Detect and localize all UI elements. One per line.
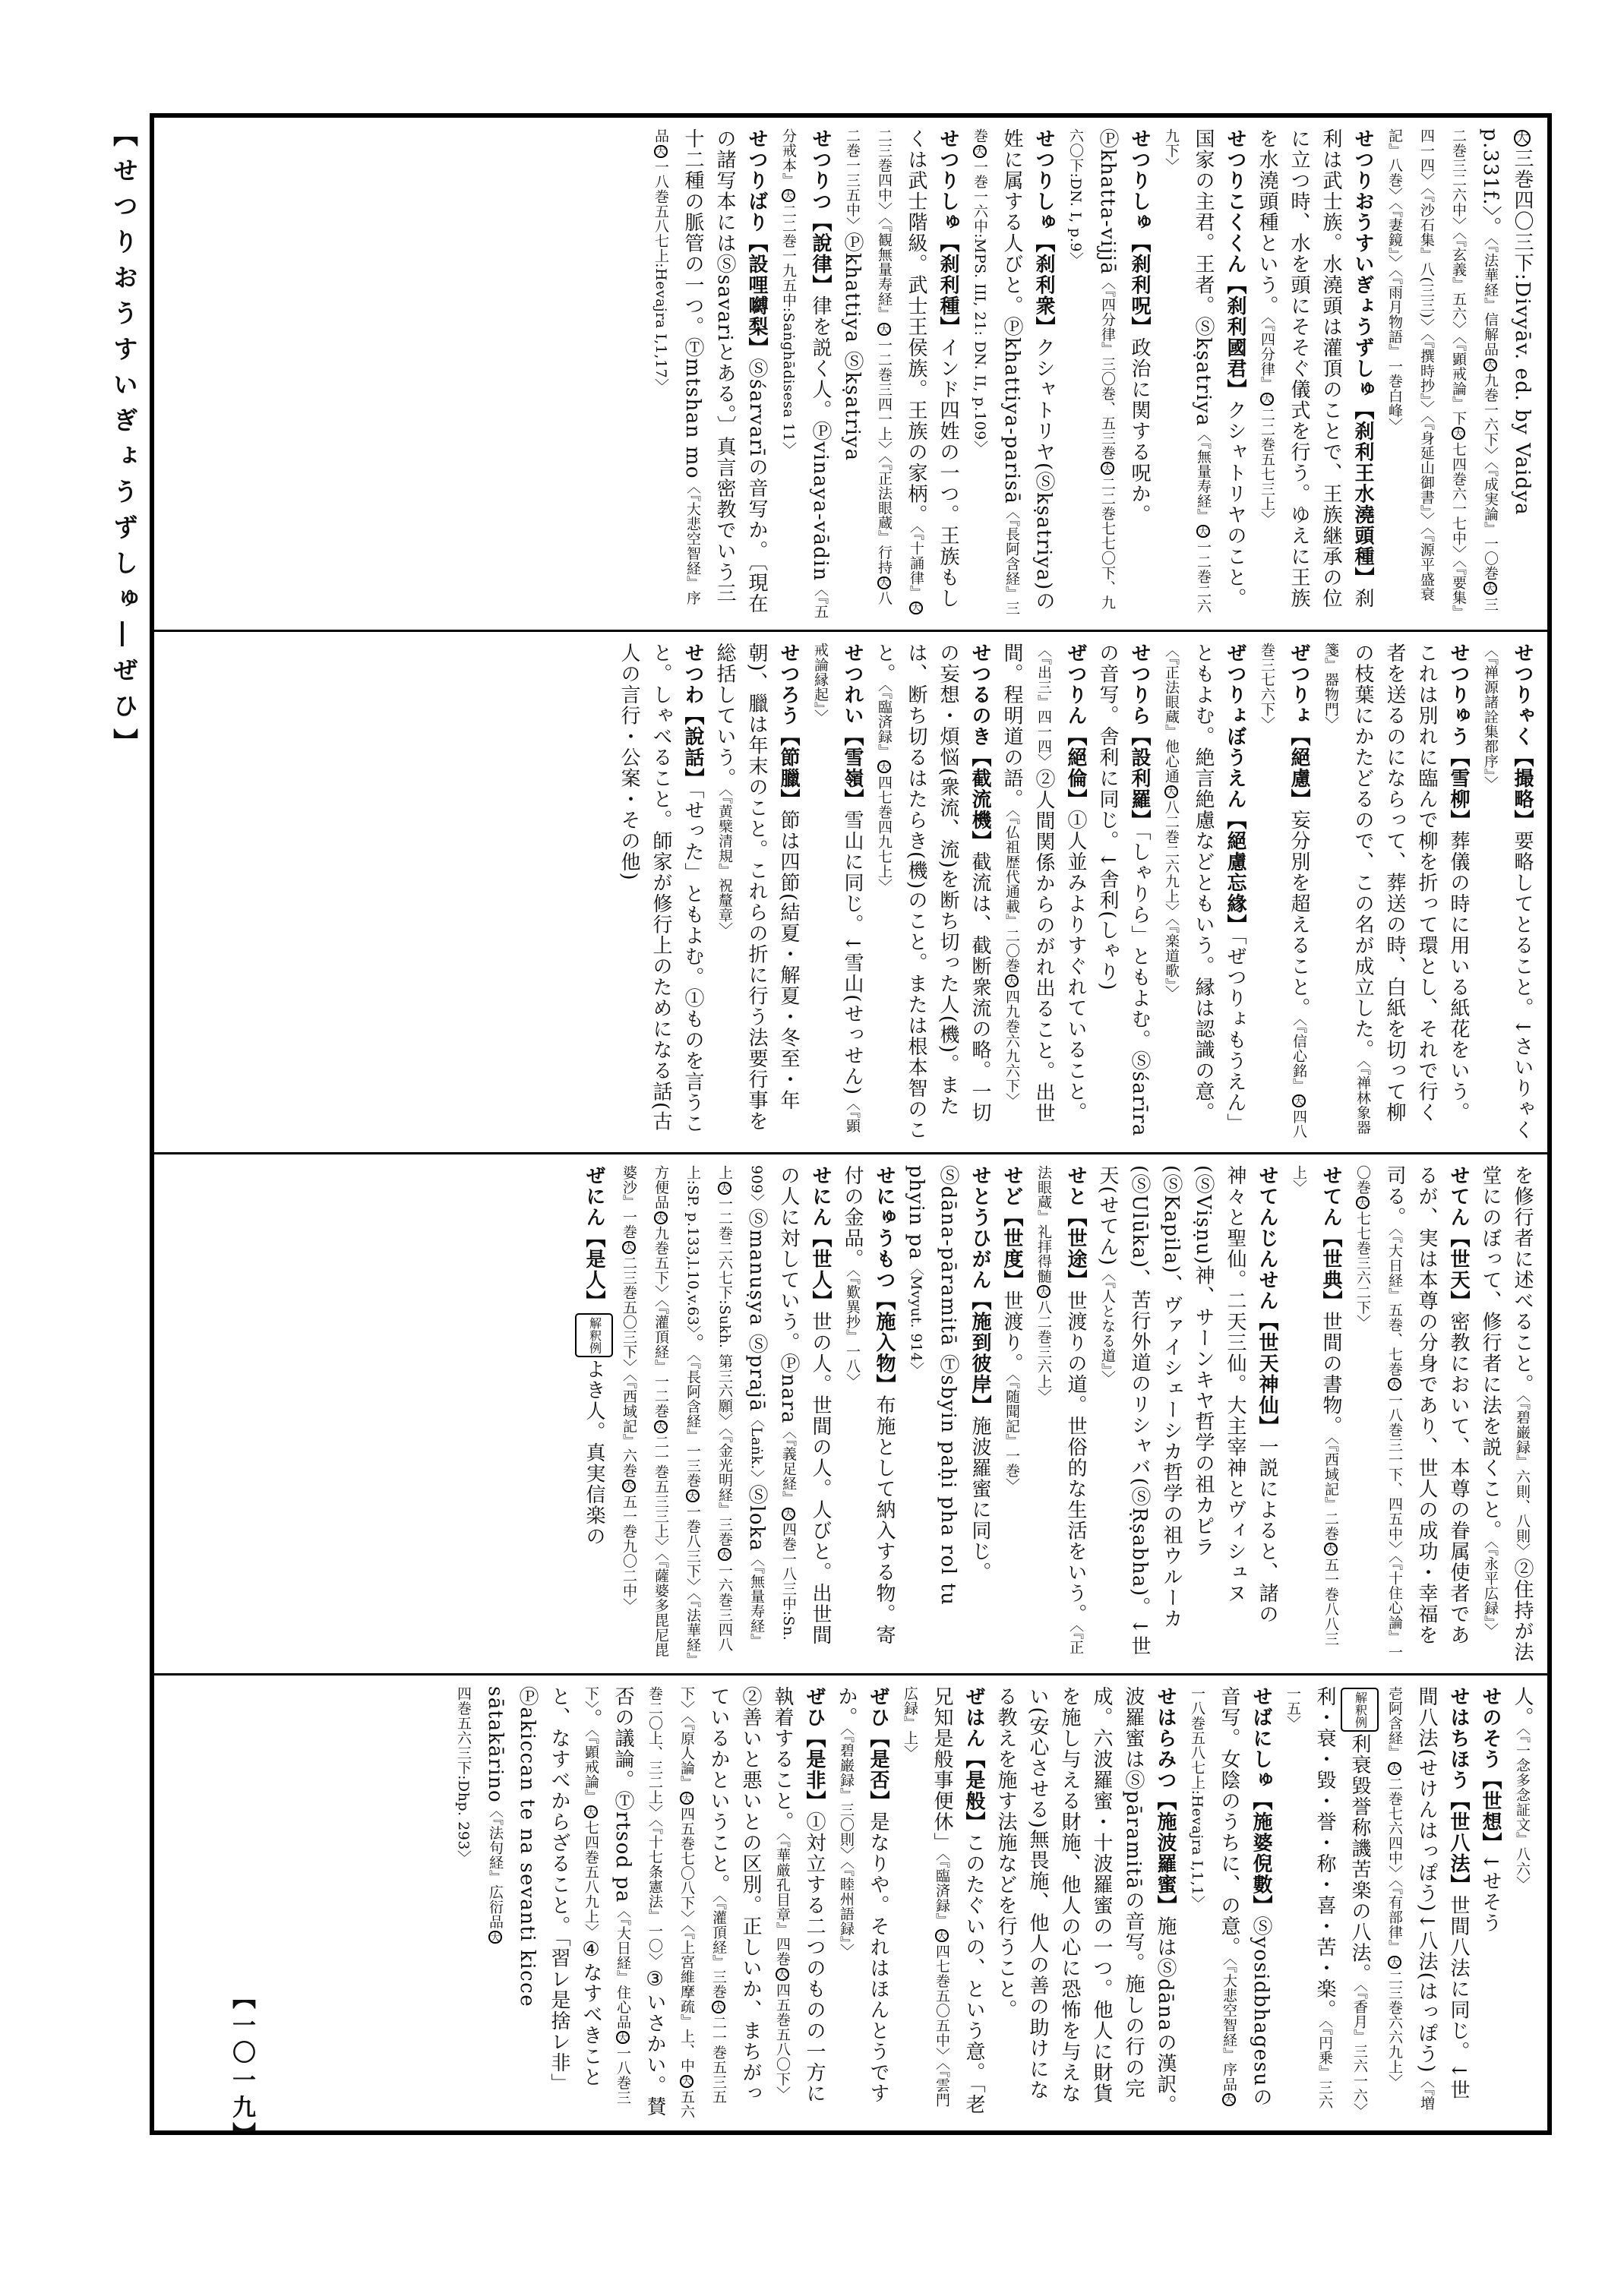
taisho-canon-mark: 大 <box>1164 785 1177 798</box>
taisho-canon-mark: 大 <box>782 189 795 202</box>
entry-headword: せはちほう【世八法】 <box>1447 1686 1470 1895</box>
citation-ref: 〈『黄檗清規』祝釐章〉 <box>716 788 733 937</box>
entry-headword: せにゅうもつ【施入物】 <box>873 1165 896 1395</box>
citation-ref: 〈『大悲空智経』序品大一八巻五八七上:Hevajra I,1,1〉 <box>1189 1686 1237 2105</box>
taisho-canon-mark: 大 <box>776 1968 788 1981</box>
citation-ref: 〈『一念多念証文』八六〉 <box>1514 1728 1531 1891</box>
taisho-canon-mark: 大 <box>877 576 890 589</box>
taisho-canon-mark: 大 <box>616 2031 629 2044</box>
citation-ref: 〈『西域記』六巻大五一巻九〇二中〉 <box>621 1373 637 1612</box>
citation-ref: 〈『要集』四一四〉 <box>1418 128 1467 613</box>
citation-ref: 〈『成実論』一〇巻大三二巻三二六中〉 <box>1450 128 1499 611</box>
citation-ref: 〈『無量寿経』上大一二巻二六七下:Sukh. 第三六願〉 <box>716 1165 765 1649</box>
citation-ref: 〈『十住心論』一〇巻大七七巻三六二下〉 <box>1354 1165 1403 1660</box>
entry-headword: せつりばり【設哩嚩梨】 <box>745 128 768 358</box>
taisho-canon-mark: 大 <box>1222 2093 1235 2106</box>
running-head-entry-range: 【せつりおうすいぎょうずしゅ―ぜひ】 <box>109 122 139 764</box>
taisho-canon-mark: 大 <box>686 1489 699 1502</box>
taisho-canon-mark: 大 <box>1452 427 1464 440</box>
citation-ref: 〈『正法眼蔵』礼拝得髄大八二巻三六上〉 <box>1035 1165 1084 1655</box>
citation-ref: 〈『沙石集』八(三三)〉 <box>1418 188 1435 333</box>
entry-headword: せつりゃく【撮略】 <box>1511 643 1534 831</box>
taisho-canon-mark: 大 <box>1388 1378 1401 1391</box>
taisho-canon-mark: 大 <box>1324 1543 1337 1555</box>
citation-ref: 〈『上宮維摩疏』上、中大五六巻二〇上、三二上〉 <box>646 1686 695 2119</box>
entry-headword: ぜつりん【絕倫】 <box>1064 643 1087 810</box>
entry-headword: ぜにん【是人】 <box>583 1165 605 1312</box>
band-1-vertical-text: 大三巻四〇三下:Divyāv. ed. by Vaidya p.331f.〉。〈『法華経』信解品大九巻一六下〉〈『成実論』一〇巻大三二巻三二六中〉〈『玄義』五六〉〈『顕戒論』下大七四巻六一七中〉〈『要集』四一四〉〈『沙石集』八(三三)〉〈『撰時抄』〉〈『身延山御書』〉〈『源平盛衰記』八巻〉〈『妻鏡』〉〈『雨月物語』一巻白峰〉 せつりおうすいぎょうずしゅ【刹利王水澆頭種】刹利は武士族。水澆頭は灌頂のことで、王族継承の位に立つ時、水を頭にそそぐ儀式を行う。ゆえに王族を水澆頭種という。〈『四分律』大二二巻五七三上〉 せつりこくくん【刹利國君】クシャトリヤのこと。国家の主君。王者。Ⓢkṣatriya〈『無量寿経』大一二巻二六九下〉 せつりしゅ【刹利呪】政治に関する呪か。Ⓟkhatta-vijjā〈『四分律』三〇巻、五三巻大二二巻七七〇下、九六〇下:DN. I, p.9〉 せつりしゅ【刹利衆】クシャトリヤ(Ⓢkṣatriya)の姓に属する人びと。Ⓟkhattiya-parisā〈『長阿含経』三巻大一巻一六中:MPS. III, 21: DN. II, p.109〉 せつりしゅ【刹利種】インド四姓の一つ。王族もしくは武士階級。武士王侯族。王族の家柄。〈『十誦律』大二三巻四中〉〈『観無量寿経』大一二巻三四一上〉〈『正法眼蔵』行持大八二巻一三五中〉Ⓟkhattiya Ⓢkṣatriya せつりつ【說律】律を説く人。Ⓟvinaya-vādin〈『五分戒本』大二二巻一九五中:Saṅghādisesa 11〉 せつりばり【設哩嚩梨】Ⓢśarvarīの音写か。〔現在の諸写本にはⓈsavariとある。〕真言密教でいう三十二種の脈管の一つ。Ⓣmtshan mo〈『大悲空智経』序品大一八巻五八七上:Hevajra I,1,17〉 <box>652 128 1534 619</box>
entry-headword: せばにしゅ【施婆倪數】 <box>1250 1686 1272 1916</box>
entry-headword: せつりつ【說律】 <box>809 128 832 295</box>
taisho-canon-mark: 大 <box>909 602 922 614</box>
taisho-canon-mark: 大 <box>935 1929 948 1942</box>
taisho-canon-mark: 大 <box>712 2001 725 2013</box>
citation-ref: 〈『四分律』三〇巻、五三巻大二二巻七七〇下、九六〇下:DN. I, p.9〉 <box>1067 128 1116 610</box>
citation-ref: 〈『長阿含経』三巻大一巻一六中:MPS. III, 21: DN. II, p.109〉 <box>972 128 1020 616</box>
citation-ref: 〈『香月』三六一六〉 <box>1351 1984 1368 2118</box>
citation-ref: 〈『義足経』大四巻一八三中:Sn. 909〉 <box>748 1165 797 1641</box>
taisho-canon-mark: 大 <box>877 760 890 773</box>
entry-headword: せてん【世天】 <box>1447 1165 1470 1312</box>
citation-ref: 〈『睦州語録』〉 <box>838 1862 855 1959</box>
taisho-canon-mark: 大 <box>654 145 667 158</box>
citation-ref: 〈『円乗』三六一五〉 <box>1284 1686 1333 2110</box>
entry-headword: ぜつりょぼうえん【絕慮忘緣】 <box>1224 643 1246 935</box>
taisho-canon-mark: 大 <box>1388 1956 1401 1969</box>
citation-ref: 〈『臨済録』大四七巻四九七上〉 <box>876 684 893 894</box>
taisho-canon-mark: 大 <box>1356 1196 1369 1209</box>
citation-ref: 〈『永平広録』〉 <box>1482 1541 1499 1638</box>
entry-headword: ぜひ【是否】 <box>867 1686 889 1811</box>
citation-ref: 〈『有部律』大二三巻六六九上〉 <box>1386 1880 1403 2089</box>
citation-ref: 〈『碧巌録』三〇則〉 <box>838 1728 855 1862</box>
citation-ref: 〈『雲門広録』上〉 <box>902 1686 950 2108</box>
taisho-canon-mark: 大 <box>973 145 986 158</box>
taisho-canon-mark: 大 <box>1514 130 1531 147</box>
text-band-4 <box>154 1673 1547 2130</box>
entry-headword: せとうひがん【施到彼岸】 <box>968 1165 991 1416</box>
taisho-canon-mark: 大 <box>1037 1285 1050 1298</box>
taisho-canon-mark: 大 <box>622 1241 635 1254</box>
citation-ref: 〈『十誦律』大二三巻四中〉 <box>876 128 924 614</box>
taisho-canon-mark: 大 <box>1196 525 1209 538</box>
taisho-canon-mark: 大 <box>782 1508 795 1521</box>
entry-headword: せつりら【設利羅】 <box>1128 643 1151 831</box>
citation-ref: 〈『楽道歌』〉 <box>1163 917 1180 1000</box>
entry-headword: せつりおうすいぎょうずしゅ【刹利王水澆頭種】 <box>1351 128 1374 588</box>
taisho-canon-mark: 大 <box>680 1792 693 1805</box>
citation-ref: 〈『随聞記』一巻〉 <box>1003 1374 1020 1493</box>
citation-ref: 〈『正法眼蔵』他心通大八二巻二六九上〉 <box>1163 643 1180 918</box>
citation-ref: 〈『法華経』信解品大九巻一六下〉 <box>1482 238 1499 462</box>
citation-ref: 〈『身延山御書』〉 <box>1418 415 1435 527</box>
entry-headword: せつれい【雪嶺】 <box>841 643 864 810</box>
content-frame <box>150 113 1552 2135</box>
citation-ref: 〈『灌頂経』三巻大二一巻五三五下〉 <box>678 1686 727 2105</box>
citation-ref: 〈『信心銘』大四八巻三七六下〉 <box>1259 643 1307 1139</box>
entry-headword: せつるのき【截流機】 <box>968 643 991 851</box>
citation-ref: 〈『歎異抄』一八〉 <box>844 1269 861 1388</box>
citation-ref: 〈『禅林象器箋』器物門〉 <box>1322 643 1371 1135</box>
entry-headword: ぜつりょ【絕慮】 <box>1288 643 1310 810</box>
citation-ref: 〈『玄義』五六〉 <box>1450 232 1467 336</box>
band-4-vertical-text: 人。〈『一念多念証文』八六〉 せのそう【世想】↓せそう せはちほう【世八法】世間八法に同じ。↓世間八法(せけんはっぽう)↓八法(はっぽう)〈『増壱阿含経』大二巻七六四中〉〈『有部律』大二三巻六六九上〉解釈例利衰毀誉称譏苦楽の八法。〈『香月』三六一六〉利・衰・毀・誉・称・喜・苦・楽。〈『円乗』三六一五〉 せばにしゅ【施婆倪數】Ⓢyosidbhagesuの音写。女陰のうちに、の意。〈『大悲空智経』序品大一八巻五八七上:Hevajra I,1,1〉 せはらみつ【施波羅蜜】施はⓈdānaの漢訳。波羅蜜はⓈpāramitāの音写。施しの行の完成。六波羅蜜・十波羅蜜の一つ。他人に財貨を施し与える財施、他人の心に恐怖を与えない(安心させる)無畏施、他人の善の助けになる教えを施す法施などを行うこと。 ぜはん【是般】このたぐいの、という意。「老兄知是般事便休」〈『臨済録』大四七巻五〇五中〉〈『雲門広録』上〉 ぜひ【是否】是なりや。それはほんとうですか。〈『碧巌録』三〇則〉〈『睦州語録』〉 ぜひ【是非】①対立する二つのものの一方に執着すること。〈『華厳孔目章』四巻大四五巻五八〇下〉②善いと悪いとの区別。正しいか、まちがっているかということ。〈『灌頂経』三巻大二一巻五三五下〉〈『原人論』大四五巻七〇八下〉〈『上宮維摩疏』上、中大五六巻二〇上、三二上〉〈『十七条憲法』一〇〉③いさかい。賛否の議論。Ⓣrtsod pa〈『大日経』住心品大一八巻三下〉。〈『顕戒論』大七四巻五八九上〉④なすべきことと、なすべからざること。「習レ是捨レ非」Ⓟakiccan te na sevanti kicce sātakārino〈『法句経』広衍品大四巻五六三下:Dhp. 293〉 <box>455 1686 1534 2119</box>
kaishaku-rei-mark: 解釈例 <box>575 1313 613 1357</box>
citation-ref: 〈『法句経』広衍品大四巻五六三下:Dhp. 293〉 <box>455 1686 504 1943</box>
taisho-canon-mark: 大 <box>1005 974 1018 987</box>
entry-headword: せつりこくくん【刹利國君】 <box>1224 128 1246 400</box>
taisho-canon-mark: 大 <box>622 1480 635 1492</box>
citation-ref: 〈『長阿含経』一三巻大一巻八三下〉 <box>684 1353 701 1593</box>
entry-headword: せのそう【世想】 <box>1479 1686 1502 1853</box>
citation-ref: 〈『顕戒論』大七四巻五八九上〉 <box>583 1729 599 1939</box>
citation-ref: 〈『華厳孔目章』四巻大四五巻五八〇下〉 <box>774 1832 791 2101</box>
entry-headword: ぜひ【是非】 <box>803 1686 826 1811</box>
citation-ref: 〈『雨月物語』一巻白峰〉 <box>1386 270 1403 433</box>
citation-ref: 〈『無量寿経』大一二巻二六九下〉 <box>1163 128 1212 614</box>
citation-ref: 〈『撰時抄』〉 <box>1418 333 1435 415</box>
band-3-vertical-text: を修行者に述べること。〈『碧巌録』六則、八則〉②住持が法堂にのぼって、修行者に法を説くこと。〈『永平広録』〉 せてん【世天】密教において、本尊の眷属使者であるが、実は本尊の分身であり、世人の成功・幸福を司る。〈『大日経』五巻、七巻大一八巻三一下、四五中〉〈『十住心論』一〇巻大七七巻三六二下〉 せてん【世典】世間の書物。〈『西域記』二巻大五一巻八八三上〉 せてんじんせん【世天神仙】一説によると、諸の神々と聖仙。二天三仙。大主宰神とヴィシュヌ(ⓈViṣṇu)神、サーンキヤ哲学の祖カピラ(ⓈKapila)、ヴァイシェーシカ哲学の祖ウルーカ(ⓈUlūka)、苦行外道のリシャバ(ⓈṚṣabha)。↓世天(せてん)〈『人となる道』〉 せと【世途】世渡りの道。世俗的な生活をいう。〈『正法眼蔵』礼拝得髄大八二巻三六上〉 せど【世度】世渡り。〈『随聞記』一巻〉 せとうひがん【施到彼岸】施波羅蜜に同じ。Ⓢdāna-pāramitā Ⓣsbyin paḥi pha rol tu phyin pa〈Mvyut. 914〉 せにゅうもつ【施入物】布施として納入する物。寄付の金品。〈『歎異抄』一八〉 せにん【世人】世の人。世間の人。人びと。出世間の人に対していう。Ⓟnara〈『義足経』大四巻一八三中:Sn. 909〉Ⓢmanuṣya Ⓢprajā〈Laṅk.〉Ⓢloka〈『無量寿経』上大一二巻二六七下:Sukh. 第三六願〉〈『金光明経』三巻大一六巻三四八上:SP. p.133,l.10,v.63〉。〈『長阿含経』一三巻大一巻八三下〉〈『法華経』方便品大九巻五下〉〈『灌頂経』一二巻大二一巻五三三上〉〈『薩婆多毘尼毘婆沙』一巻大二三巻五〇三下〉〈『西域記』六巻大五一巻九〇二中〉 ぜにん【是人】解釈例よき人。真実信楽の <box>163 1165 1538 1663</box>
citation-ref: 〈『金光明経』三巻大一六巻三四八上:SP. p.133,l.10,v.63〉 <box>684 1165 733 1652</box>
citation-ref: 〈『出三』四一四〉 <box>1035 643 1052 769</box>
text-band-1 <box>154 118 1547 630</box>
entry-headword: せど【世度】 <box>1000 1165 1023 1290</box>
taisho-canon-mark: 大 <box>1483 358 1496 371</box>
entry-headword: せてん【世典】 <box>1319 1165 1342 1312</box>
text-band-3 <box>154 1152 1547 1673</box>
citation-ref: 〈『臨済録』大四七巻五〇五中〉 <box>934 1853 950 2063</box>
citation-ref: 〈『碧巌録』六則、八則〉 <box>1514 1394 1531 1559</box>
citation-ref: 〈『十七条憲法』一〇〉 <box>646 1819 663 1968</box>
citation-ref: 〈『顕戒論』下大七四巻六一七中〉 <box>1450 336 1467 561</box>
citation-ref: 〈『薩婆多毘尼毘婆沙』一巻大二三巻五〇三下〉 <box>621 1165 669 1657</box>
page-number: 【一〇一九】 <box>228 1985 255 2149</box>
taisho-canon-mark: 大 <box>654 1211 667 1224</box>
taisho-canon-mark: 大 <box>1292 1094 1305 1107</box>
citation-ref: 〈『灌頂経』一二巻大二一巻五三三上〉 <box>652 1300 669 1553</box>
citation-ref: 〈『源平盛衰記』八巻〉 <box>1386 128 1435 602</box>
citation-ref: 〈『顕戒論縁起』〉 <box>812 643 861 1133</box>
band-2-vertical-text: せつりゃく【撮略】要略してとること。↓さいりゃく〈『禅源諸詮集都序』〉 せつりゅう【雪柳】葬儀の時に用いる紙花をいう。これは別れに臨んで柳を折って環とし、それで行く者を送るのにならって、葬送の時、白紙を切って柳の枝葉にかたどるので、この名が成立した。〈『禅林象器箋』器物門〉 ぜつりょ【絕慮】妄分別を超えること。〈『信心銘』大四八巻三七六下〉 ぜつりょぼうえん【絕慮忘緣】「ぜつりょもうえん」ともよむ。絶言絶慮などともいう。縁は認識の意。〈『正法眼蔵』他心通大八二巻二六九上〉〈『楽道歌』〉 せつりら【設利羅】「しゃりら」ともよむ。Ⓢśarīraの音写。舎利に同じ。↓舎利(しゃり) ぜつりん【絕倫】①人並みよりすぐれていること。〈『出三』四一四〉②人間関係からのがれ出ること。出世間。程明道の語。〈『仏祖歴代通載』二〇巻大四九巻六九六下〉 せつるのき【截流機】截流は、截断衆流の略。一切の妄想・煩悩(衆流、流)を断ち切った人(機)。または、断ち切るはたらき(機)のこと。または根本智のこと。〈『臨済録』大四七巻四九七上〉 せつれい【雪嶺】雪山に同じ。↓雪山(せっせん)〈『顕戒論縁起』〉 せつろう【節臘】節は四節(結夏・解夏・冬至・年朝)、臘は年末のこと。これらの折に行う法要行事を総括していう。〈『黄檗清規』祝釐章〉 せつわ【說話】「せった」ともよむ。①ものを言うこと。しゃべること。師家が修行上のためになる話(古人の言行・公案・その他) <box>618 643 1534 1141</box>
text-band-2 <box>154 630 1547 1152</box>
entry-headword: せつろう【節臘】 <box>777 643 800 810</box>
citation-ref: 〈『妻鏡』〉 <box>1386 202 1403 270</box>
entry-headword: せつわ【說話】 <box>681 643 704 789</box>
taisho-canon-mark: 大 <box>654 1420 667 1433</box>
taisho-canon-mark: 大 <box>1101 462 1114 475</box>
taisho-canon-mark: 大 <box>718 1548 731 1561</box>
entry-headword: せにん【世人】 <box>809 1165 832 1312</box>
citation-ref: 〈『仏祖歴代通載』二〇巻大四九巻六九六下〉 <box>1003 810 1020 1108</box>
citation-ref: 〈Mvyut. 914〉 <box>908 1260 924 1377</box>
entry-headword: ぜはん【是般】 <box>962 1686 985 1833</box>
citation-ref: 〈『五分戒本』大二二巻一九五中:Saṅghādisesa 11〉 <box>780 128 829 619</box>
entry-headword: せつりゅう【雪柳】 <box>1447 643 1470 831</box>
taisho-canon-mark: 大 <box>877 323 890 336</box>
entry-headword: せてんじんせん【世天神仙】 <box>1256 1165 1278 1437</box>
entry-headword: せつりしゅ【刹利衆】 <box>1032 128 1055 337</box>
entry-headword: せと【世途】 <box>1064 1165 1087 1290</box>
taisho-canon-mark: 大 <box>680 2075 693 2088</box>
citation-ref: 〈『人となる道』〉 <box>1099 1266 1116 1385</box>
citation-ref: 〈『正法眼蔵』行持大八二巻一三五中〉 <box>844 128 893 606</box>
citation-ref: 〈『大日経』五巻、七巻大一八巻三一下、四五中〉 <box>1386 1227 1403 1555</box>
taisho-canon-mark: 大 <box>1388 1762 1401 1775</box>
citation-ref: 〈『大悲空智経』序品大一八巻五八七上:Hevajra I,1,17〉 <box>652 128 701 606</box>
citation-ref: 〈『原人論』大四五巻七〇八下〉 <box>678 1716 695 1925</box>
citation-ref: 〈『観無量寿経』大一二巻三四一上〉 <box>876 217 893 456</box>
taisho-canon-mark: 大 <box>718 1182 731 1195</box>
entry-headword: せつりしゅ【刹利種】 <box>937 128 959 337</box>
citation-ref: 〈『大日経』住心品大一八巻三下〉 <box>583 1686 631 2105</box>
taisho-canon-mark: 大 <box>1260 393 1273 406</box>
citation-ref: 〈『増壱阿含経』大二巻七六四中〉 <box>1386 1686 1435 2111</box>
taisho-canon-mark: 大 <box>1483 582 1496 595</box>
taisho-canon-mark: 大 <box>584 1805 597 1818</box>
citation-ref: 〈『四分律』大二二巻五七三上〉 <box>1259 316 1275 526</box>
entry-headword: せはらみつ【施波羅蜜】 <box>1154 1686 1177 1916</box>
kaishaku-rei-mark: 解釈例 <box>1341 1688 1379 1732</box>
citation-ref: 〈『禅源諸詮集都序』〉 <box>1482 643 1499 791</box>
entry-headword: せつりしゅ【刹利呪】 <box>1128 128 1151 337</box>
citation-ref: 〈『西域記』二巻大五一巻八八三上〉 <box>1291 1165 1339 1646</box>
citation-ref: 〈Laṅk.〉 <box>748 1412 765 1485</box>
citation-ref: 〈『法華経』方便品大九巻五下〉 <box>652 1165 701 1660</box>
taisho-canon-mark: 大 <box>488 1931 501 1944</box>
